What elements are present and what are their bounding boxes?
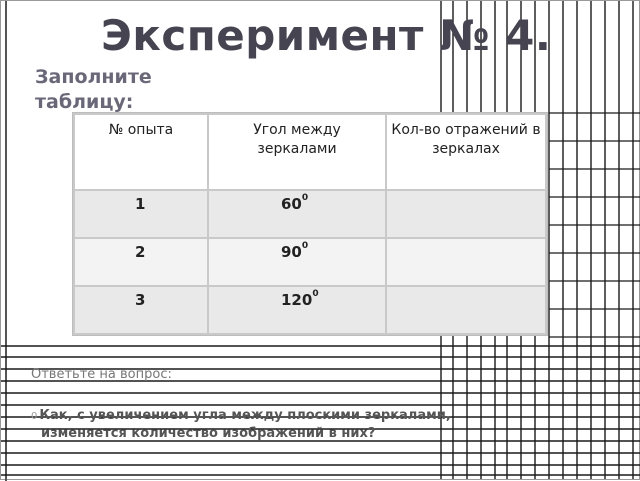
degree-mark: 0 <box>312 289 319 299</box>
row-angle <box>209 191 385 213</box>
degree-mark: 0 <box>301 241 309 251</box>
cell-angle <box>208 238 386 286</box>
header-angle: Угол между зеркалами <box>253 122 341 157</box>
degree-mark: 0 <box>301 193 309 203</box>
slide-title: Эксперимент № 4. <box>101 11 552 60</box>
cell-angle <box>208 190 386 238</box>
cell-count[interactable] <box>386 286 546 334</box>
header-cell <box>208 114 386 190</box>
header-cell <box>386 114 546 190</box>
question-line-2: изменяется количество изображений в них? <box>41 426 376 441</box>
row-angle <box>209 239 385 261</box>
header-cell <box>74 114 208 190</box>
cell-angle <box>208 286 386 334</box>
table-row <box>74 238 546 286</box>
angle-value: 90 <box>281 243 302 261</box>
cell-count[interactable] <box>386 190 546 238</box>
header-experiment-number: № опыта <box>108 122 174 138</box>
cell-num <box>74 190 208 238</box>
table-header-row <box>74 114 546 190</box>
experiment-table <box>73 113 547 335</box>
row-number: 1 <box>135 195 146 213</box>
angle-value: 120 <box>281 291 313 309</box>
question-text <box>31 407 531 442</box>
table-row <box>74 286 546 334</box>
header-reflections: Кол-во отражений в зеркалах <box>391 122 541 157</box>
table-row <box>74 190 546 238</box>
question-line-1 <box>31 407 531 425</box>
row-number: 3 <box>135 291 146 309</box>
cell-num <box>74 286 208 334</box>
angle-value: 60 <box>281 195 302 213</box>
slide-subtitle: Заполните таблицу: <box>35 66 152 113</box>
question-label: Ответьте на вопрос: <box>31 367 172 382</box>
bullet-mark: 0 <box>31 411 38 422</box>
question-line-1-text: Как, с увеличением угла между плоскими зеркалами, <box>39 408 451 423</box>
cell-num <box>74 238 208 286</box>
row-number: 2 <box>135 243 146 261</box>
cell-count[interactable] <box>386 238 546 286</box>
row-angle <box>209 287 385 309</box>
